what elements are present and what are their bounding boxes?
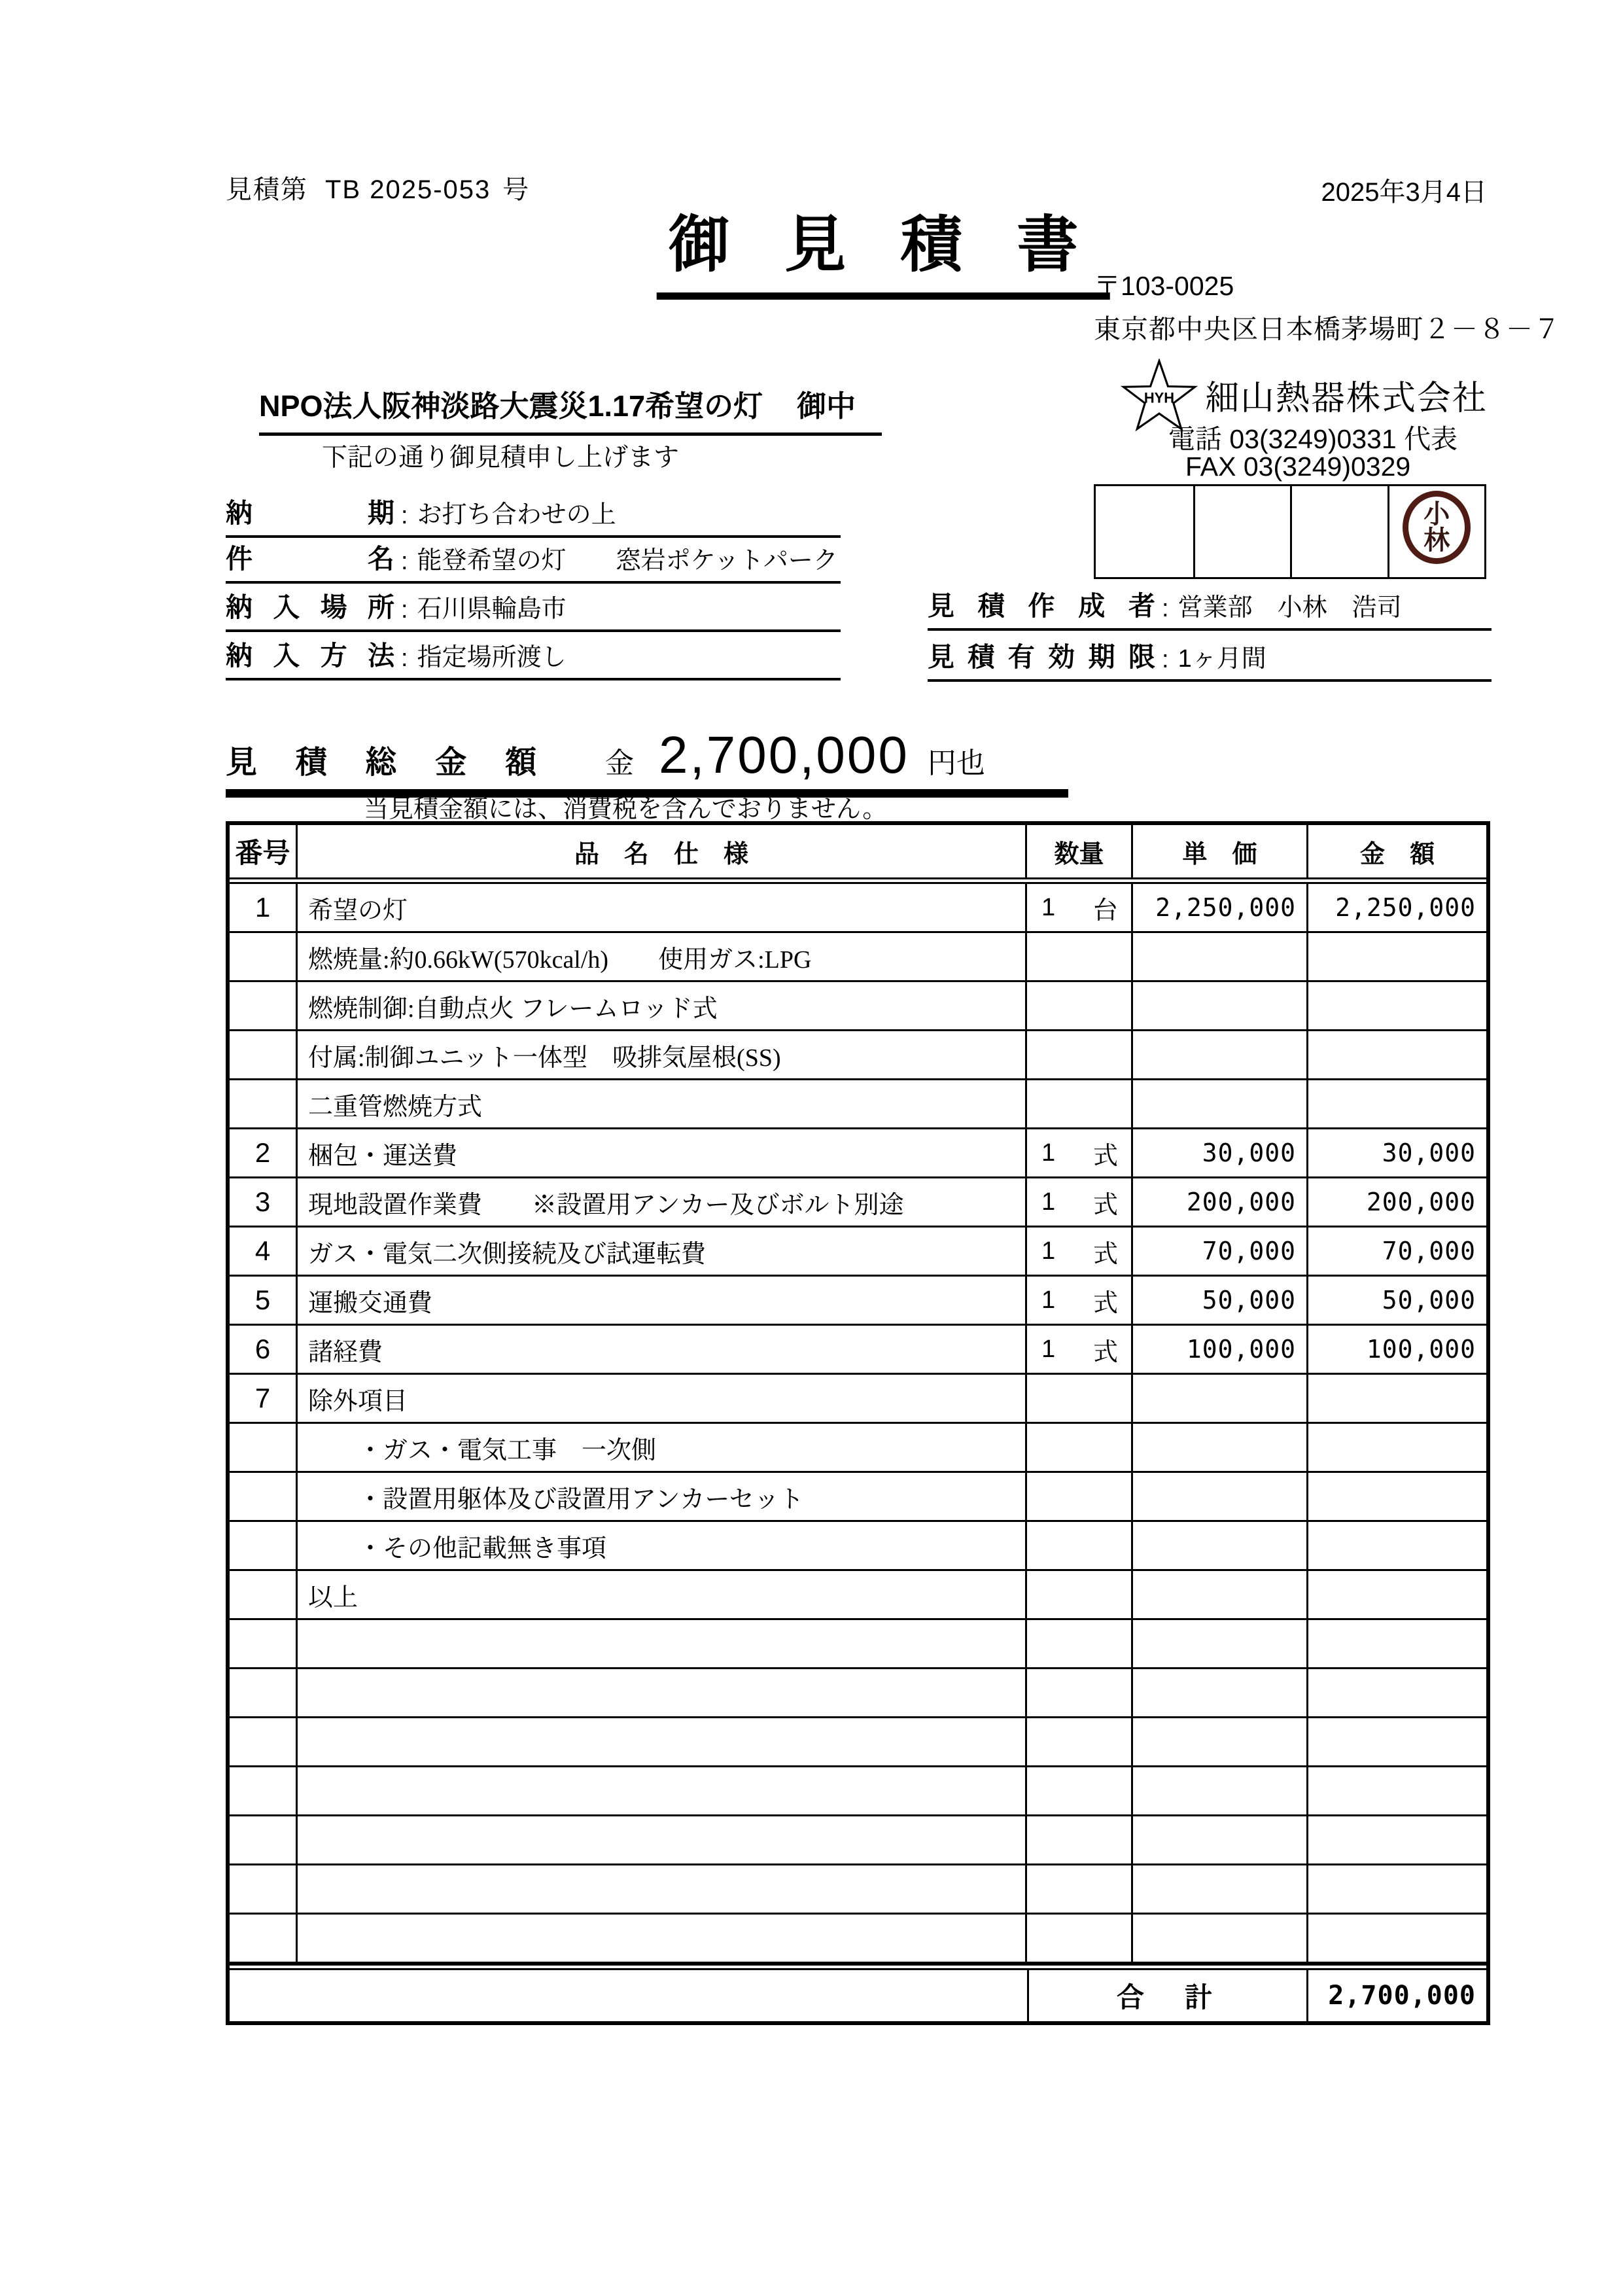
row-amount <box>1308 1669 1486 1718</box>
row-quantity <box>1027 1620 1133 1669</box>
term-separator: : <box>401 548 408 575</box>
table-row <box>230 1473 1486 1522</box>
row-item-name: ・ガス・電気工事 一次側 <box>298 1424 1027 1473</box>
term-subject-label: 件 名 <box>226 544 394 574</box>
total-row-spacer <box>230 1970 1027 2021</box>
row-quantity-number: 1 <box>1041 893 1056 921</box>
row-amount: 100,000 <box>1308 1326 1486 1375</box>
row-unit-price <box>1133 1473 1308 1522</box>
row-no <box>230 982 298 1031</box>
row-unit-price <box>1133 982 1308 1031</box>
table-row <box>230 1767 1486 1816</box>
row-item-name <box>298 1865 1027 1915</box>
stamp-cell-sales <box>1387 486 1485 577</box>
row-no: 3 <box>230 1178 298 1227</box>
row-quantity <box>1027 1178 1133 1227</box>
row-quantity <box>1027 1669 1133 1718</box>
table-row <box>230 933 1486 982</box>
row-quantity-number: 1 <box>1041 1237 1056 1265</box>
row-item-name <box>298 1669 1027 1718</box>
term-estimator-label: 見積作成者 <box>928 591 1155 621</box>
row-no <box>230 1424 298 1473</box>
row-amount: 30,000 <box>1308 1129 1486 1178</box>
row-amount <box>1308 1915 1486 1964</box>
row-no: 7 <box>230 1375 298 1424</box>
term-validity-value: 1ヶ月間 <box>1178 645 1266 673</box>
table-row <box>230 1326 1486 1375</box>
table-row <box>230 1129 1486 1178</box>
row-quantity <box>1027 1473 1133 1522</box>
row-amount <box>1308 1080 1486 1129</box>
total-row <box>230 1964 1486 2021</box>
row-quantity <box>1027 1375 1133 1424</box>
row-quantity <box>1027 1522 1133 1571</box>
header-no: 番号 <box>230 825 298 877</box>
header-amount: 金 額 <box>1359 840 1435 868</box>
row-unit-price <box>1133 1424 1308 1473</box>
row-quantity <box>1027 933 1133 982</box>
row-no <box>230 1473 298 1522</box>
table-row <box>230 1375 1486 1424</box>
term-delivery-place <box>226 589 841 632</box>
table-row <box>230 1571 1486 1620</box>
row-unit-price <box>1133 1031 1308 1080</box>
row-unit-price: 70,000 <box>1133 1227 1308 1277</box>
term-delivery-method <box>226 637 841 680</box>
row-item-name: 希望の灯 <box>298 884 1027 933</box>
term-delivery-date-label: 納 期 <box>226 498 394 528</box>
approval-stamp-box <box>1094 484 1486 579</box>
row-amount <box>1308 1816 1486 1865</box>
row-amount <box>1308 1424 1486 1473</box>
row-no: 6 <box>230 1326 298 1375</box>
term-subject <box>226 540 841 584</box>
row-item-name <box>298 1915 1027 1964</box>
row-unit-price: 200,000 <box>1133 1178 1308 1227</box>
row-unit-price <box>1133 1865 1308 1915</box>
term-estimator-value: 営業部 小林 浩司 <box>1178 594 1402 622</box>
row-no <box>230 1865 298 1915</box>
estimate-number-prefix: 見積第 <box>226 175 308 204</box>
row-no <box>230 1031 298 1080</box>
grand-total-amount: 2,700,000 <box>659 726 909 784</box>
term-subject-value: 能登希望の灯 窓岩ポケットパーク <box>417 547 838 574</box>
grand-total-label: 見積総金額 <box>226 745 536 780</box>
recipient-name: NPO法人阪神淡路大震災1.17希望の灯 <box>259 389 763 423</box>
issuer-address: 東京都中央区日本橋茅場町２－８－７ <box>1094 314 1561 344</box>
row-quantity <box>1027 1767 1133 1816</box>
issuer-phone: 電話 03(3249)0331 代表 <box>1168 424 1458 454</box>
table-row <box>230 1718 1486 1767</box>
term-separator: : <box>1162 595 1169 622</box>
grand-total-suffix: 円也 <box>927 747 985 779</box>
header-unit-price: 単 価 <box>1133 825 1308 877</box>
row-unit-price <box>1133 1522 1308 1571</box>
row-unit-price <box>1133 1718 1308 1767</box>
hanko-seal-char-top: 小 <box>1423 499 1450 529</box>
estimate-number-suffix: 号 <box>502 175 531 204</box>
row-quantity <box>1027 1129 1133 1178</box>
row-amount <box>1308 1767 1486 1816</box>
row-quantity <box>1027 1227 1133 1277</box>
stamp-cell-empty-1 <box>1096 486 1193 577</box>
row-quantity-unit: 式 <box>1092 1191 1118 1219</box>
row-quantity <box>1027 1326 1133 1375</box>
stamp-cell-empty-2 <box>1193 486 1291 577</box>
row-item-name: 二重管燃焼方式 <box>298 1080 1027 1129</box>
table-row <box>230 1915 1486 1964</box>
recipient-honorific: 御中 <box>797 389 856 423</box>
row-item-name: ・設置用躯体及び設置用アンカーセット <box>298 1473 1027 1522</box>
row-unit-price <box>1133 1669 1308 1718</box>
row-amount: 50,000 <box>1308 1277 1486 1326</box>
row-unit-price <box>1133 1767 1308 1816</box>
table-row <box>230 1620 1486 1669</box>
term-delivery-place-value: 石川県輪島市 <box>417 595 567 623</box>
row-unit-price <box>1133 1620 1308 1669</box>
total-row-label: 合 計 <box>1027 1970 1308 2021</box>
document-date: 2025年3月4日 <box>1321 178 1487 207</box>
row-amount <box>1308 1865 1486 1915</box>
items-table-header <box>230 825 1486 877</box>
row-amount: 200,000 <box>1308 1178 1486 1227</box>
total-row-amount: 2,700,000 <box>1328 1981 1476 2011</box>
row-item-name: 除外項目 <box>298 1375 1027 1424</box>
document-title: 御 見 積 書 <box>657 195 1110 300</box>
row-quantity <box>1027 1277 1133 1326</box>
row-unit-price: 30,000 <box>1133 1129 1308 1178</box>
grand-total-currency-prefix: 金 <box>605 747 634 779</box>
row-no: 1 <box>230 884 298 933</box>
row-item-name: 現地設置作業費 ※設置用アンカー及びボルト別途 <box>298 1178 1027 1227</box>
term-delivery-date <box>226 495 841 538</box>
row-quantity <box>1027 1424 1133 1473</box>
row-amount <box>1308 933 1486 982</box>
row-no <box>230 1767 298 1816</box>
row-amount: 2,250,000 <box>1308 884 1486 933</box>
term-delivery-place-label: 納入場所 <box>226 592 394 622</box>
row-item-name: 付属:制御ユニット一体型 吸排気屋根(SS) <box>298 1031 1027 1080</box>
row-quantity <box>1027 1571 1133 1620</box>
row-item-name: ガス・電気二次側接続及び試運転費 <box>298 1227 1027 1277</box>
row-no <box>230 1669 298 1718</box>
row-unit-price <box>1133 933 1308 982</box>
row-item-name: 梱包・運送費 <box>298 1129 1027 1178</box>
row-unit-price: 100,000 <box>1133 1326 1308 1375</box>
row-item-name: 諸経費 <box>298 1326 1027 1375</box>
row-no: 4 <box>230 1227 298 1277</box>
term-separator: : <box>401 502 408 529</box>
tax-note: 当見積金額には、消費税を含んでおりません。 <box>364 796 888 823</box>
row-amount <box>1308 1522 1486 1571</box>
row-unit-price: 50,000 <box>1133 1277 1308 1326</box>
row-quantity <box>1027 982 1133 1031</box>
row-quantity-number: 1 <box>1041 1188 1056 1216</box>
row-item-name: 運搬交通費 <box>298 1277 1027 1326</box>
items-table <box>226 821 1490 2025</box>
row-no <box>230 1915 298 1964</box>
row-quantity <box>1027 1865 1133 1915</box>
table-row <box>230 884 1486 933</box>
table-row <box>230 1816 1486 1865</box>
row-amount <box>1308 982 1486 1031</box>
term-separator: : <box>1162 646 1169 673</box>
row-unit-price <box>1133 1915 1308 1964</box>
table-row <box>230 1227 1486 1277</box>
term-estimator <box>928 588 1492 631</box>
row-unit-price <box>1133 1571 1308 1620</box>
row-item-name <box>298 1718 1027 1767</box>
row-amount <box>1308 1375 1486 1424</box>
row-amount <box>1308 1620 1486 1669</box>
row-quantity-unit: 式 <box>1092 1240 1118 1268</box>
issuer-postal-code: 〒103-0025 <box>1094 271 1234 301</box>
header-qty: 数量 <box>1027 825 1133 877</box>
row-item-name <box>298 1620 1027 1669</box>
estimate-number <box>226 169 530 206</box>
row-quantity <box>1027 884 1133 933</box>
star-logo-text: HYH <box>1143 389 1175 406</box>
row-amount <box>1308 1718 1486 1767</box>
row-quantity-number: 1 <box>1041 1286 1056 1314</box>
table-row <box>230 1277 1486 1326</box>
table-row <box>230 1669 1486 1718</box>
hanko-seal-char-bottom: 林 <box>1423 525 1450 555</box>
row-quantity-unit: 式 <box>1092 1338 1118 1366</box>
row-quantity <box>1027 1080 1133 1129</box>
items-body <box>230 884 1486 1964</box>
table-row <box>230 1080 1486 1129</box>
term-separator: : <box>401 596 408 624</box>
term-separator: : <box>401 645 408 672</box>
table-row <box>230 982 1486 1031</box>
row-no <box>230 1571 298 1620</box>
row-amount <box>1308 1031 1486 1080</box>
row-no: 2 <box>230 1129 298 1178</box>
row-amount <box>1308 1571 1486 1620</box>
term-delivery-method-label: 納入方法 <box>226 641 394 671</box>
row-quantity-unit: 式 <box>1092 1142 1118 1170</box>
row-item-name: 以上 <box>298 1571 1027 1620</box>
header-divider <box>230 877 1486 884</box>
row-item-name <box>298 1767 1027 1816</box>
row-quantity-unit: 式 <box>1092 1289 1118 1317</box>
row-item-name: 燃焼制御:自動点火 フレームロッド式 <box>298 982 1027 1031</box>
row-unit-price <box>1133 1816 1308 1865</box>
row-unit-price <box>1133 1080 1308 1129</box>
term-delivery-date-value: お打ち合わせの上 <box>417 501 616 529</box>
stamp-cell-empty-3 <box>1290 486 1387 577</box>
term-delivery-method-value: 指定場所渡し <box>417 644 567 671</box>
recipient-line <box>259 382 882 436</box>
row-no <box>230 1620 298 1669</box>
row-quantity <box>1027 1816 1133 1865</box>
row-quantity <box>1027 1915 1133 1964</box>
table-row <box>230 1424 1486 1473</box>
issuer-fax: FAX 03(3249)0329 <box>1185 451 1411 482</box>
row-item-name: 燃焼量:約0.66kW(570kcal/h) 使用ガス:LPG <box>298 933 1027 982</box>
row-quantity-number: 1 <box>1041 1139 1056 1167</box>
row-amount: 70,000 <box>1308 1227 1486 1277</box>
row-no <box>230 1718 298 1767</box>
row-no <box>230 1080 298 1129</box>
row-quantity <box>1027 1031 1133 1080</box>
row-no: 5 <box>230 1277 298 1326</box>
row-item-name: ・その他記載無き事項 <box>298 1522 1027 1571</box>
issuer-company-name: 細山熱器株式会社 <box>1205 380 1488 417</box>
row-unit-price: 2,250,000 <box>1133 884 1308 933</box>
row-item-name <box>298 1816 1027 1865</box>
term-validity-label: 見積有効期限 <box>928 642 1155 672</box>
row-quantity-unit: 台 <box>1092 896 1118 925</box>
hanko-seal <box>1403 491 1471 564</box>
row-amount <box>1308 1473 1486 1522</box>
row-no <box>230 933 298 982</box>
estimate-number-value: TB 2025-053 <box>325 175 491 204</box>
table-row <box>230 1865 1486 1915</box>
greeting-text: 下記の通り御見積申し上げます <box>322 444 680 472</box>
header-name: 品 名 仕 様 <box>298 825 1027 877</box>
term-validity <box>928 639 1492 682</box>
grand-total-line <box>226 725 1068 798</box>
row-quantity-number: 1 <box>1041 1335 1056 1363</box>
table-row <box>230 1522 1486 1571</box>
row-no <box>230 1522 298 1571</box>
row-unit-price <box>1133 1375 1308 1424</box>
table-row <box>230 1031 1486 1080</box>
row-quantity <box>1027 1718 1133 1767</box>
table-row <box>230 1178 1486 1227</box>
row-no <box>230 1816 298 1865</box>
